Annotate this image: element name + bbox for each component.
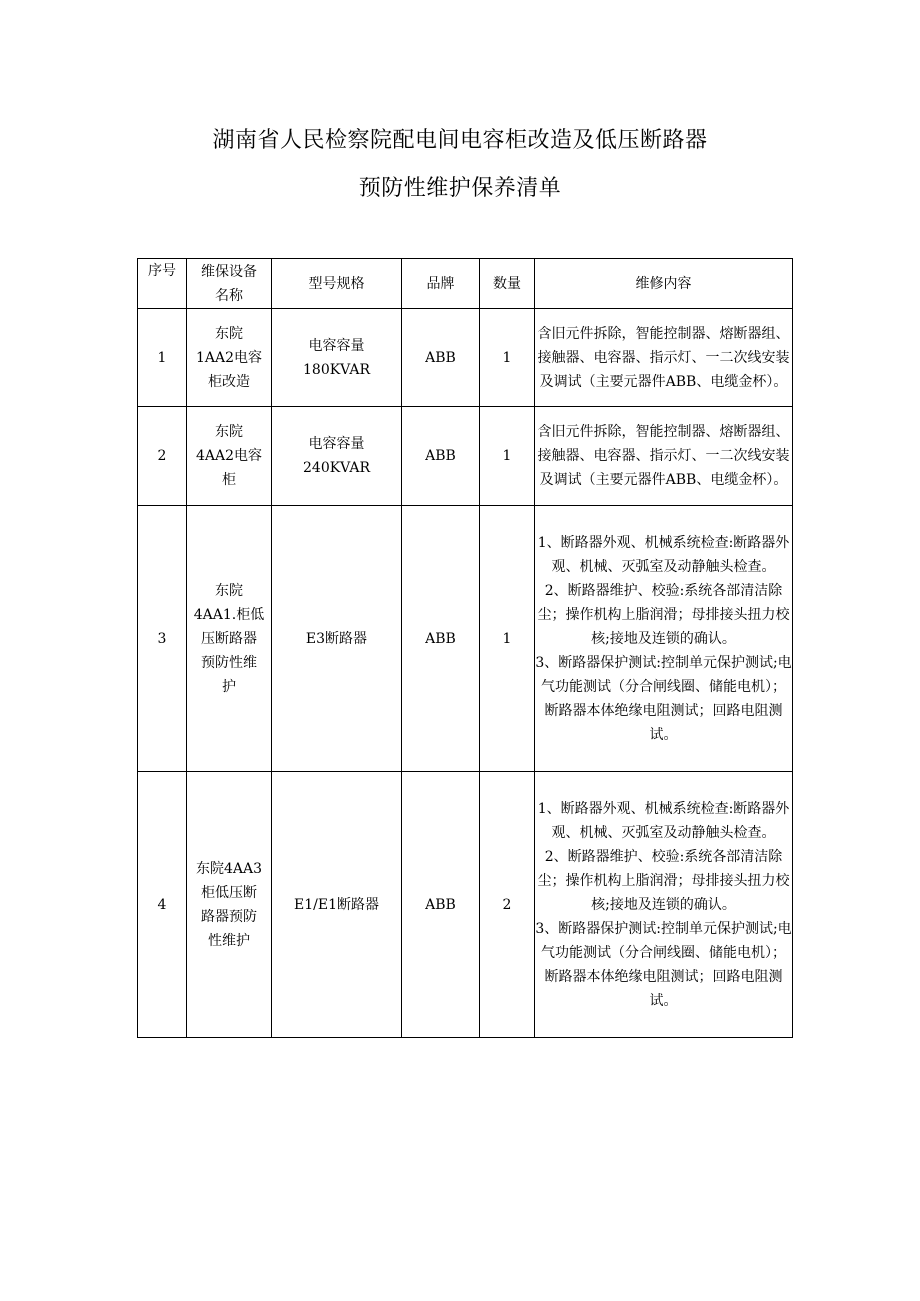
row-model: 电容容量 180KVAR: [272, 309, 402, 407]
header-quantity: 数量: [480, 259, 535, 309]
row-content: 1、断路器外观、机械系统检查:断路器外观、机械、灭弧室及动静触头检查。 2、断路器维护、校验:系统各部清洁除尘；操作机构上脂润滑；母排接头扭力校核;接地及连锁的确认。 3、断路器保护测试:控制单元保护测试;电气功能测试（分合闸线圈、储能电机）；断路器本体绝缘电阻测试；回路电阻测试。: [535, 772, 793, 1038]
row-model: 电容容量 240KVAR: [272, 407, 402, 506]
row-brand: ABB: [402, 309, 480, 407]
row-equipment-name: 东院 4AA2电容 柜: [187, 407, 272, 506]
row-content: 含旧元件拆除，智能控制器、熔断器组、接触器、电容器、指示灯、一二次线安装及调试（主要元器件ABB、电缆金杯）。: [535, 309, 793, 407]
row-index: 1: [138, 309, 187, 407]
document-subtitle: 预防性维护保养清单: [358, 176, 562, 201]
row-quantity: 1: [480, 506, 535, 772]
table-row: [138, 772, 793, 1038]
row-model: E3断路器: [272, 506, 402, 772]
table-row: [138, 407, 793, 506]
row-equipment-name: 东院4AA3 柜低压断 路器预防 性维护: [187, 772, 272, 1038]
document-title: 湖南省人民检察院配电间电容柜改造及低压断路器: [212, 128, 708, 153]
row-brand: ABB: [402, 772, 480, 1038]
row-quantity: 1: [480, 407, 535, 506]
row-equipment-name: 东院 1AA2电容 柜改造: [187, 309, 272, 407]
row-model: E1/E1断路器: [272, 772, 402, 1038]
row-brand: ABB: [402, 407, 480, 506]
header-content: 维修内容: [535, 259, 793, 309]
row-quantity: 1: [480, 309, 535, 407]
row-equipment-name: 东院 4AA1.柜低 压断路器 预防性维 护: [187, 506, 272, 772]
row-index: 3: [138, 506, 187, 772]
table-header-row: [138, 259, 793, 309]
row-index: 2: [138, 407, 187, 506]
table-row: [138, 309, 793, 407]
header-index: 序号: [138, 259, 187, 309]
header-equipment-name: 维保设备 名称: [187, 259, 272, 309]
row-content: 含旧元件拆除，智能控制器、熔断器组、接触器、电容器、指示灯、一二次线安装及调试（主要元器件ABB、电缆金杯）。: [535, 407, 793, 506]
header-brand: 品牌: [402, 259, 480, 309]
row-index: 4: [138, 772, 187, 1038]
maintenance-table: [137, 258, 793, 1038]
row-quantity: 2: [480, 772, 535, 1038]
row-content: 1、断路器外观、机械系统检查:断路器外观、机械、灭弧室及动静触头检查。 2、断路器维护、校验:系统各部清洁除尘；操作机构上脂润滑；母排接头扭力校核;接地及连锁的确认。 3、断路器保护测试:控制单元保护测试;电气功能测试（分合闸线圈、储能电机）；断路器本体绝缘电阻测试；回路电阻测试。: [535, 506, 793, 772]
row-brand: ABB: [402, 506, 480, 772]
table-row: [138, 506, 793, 772]
header-model: 型号规格: [272, 259, 402, 309]
